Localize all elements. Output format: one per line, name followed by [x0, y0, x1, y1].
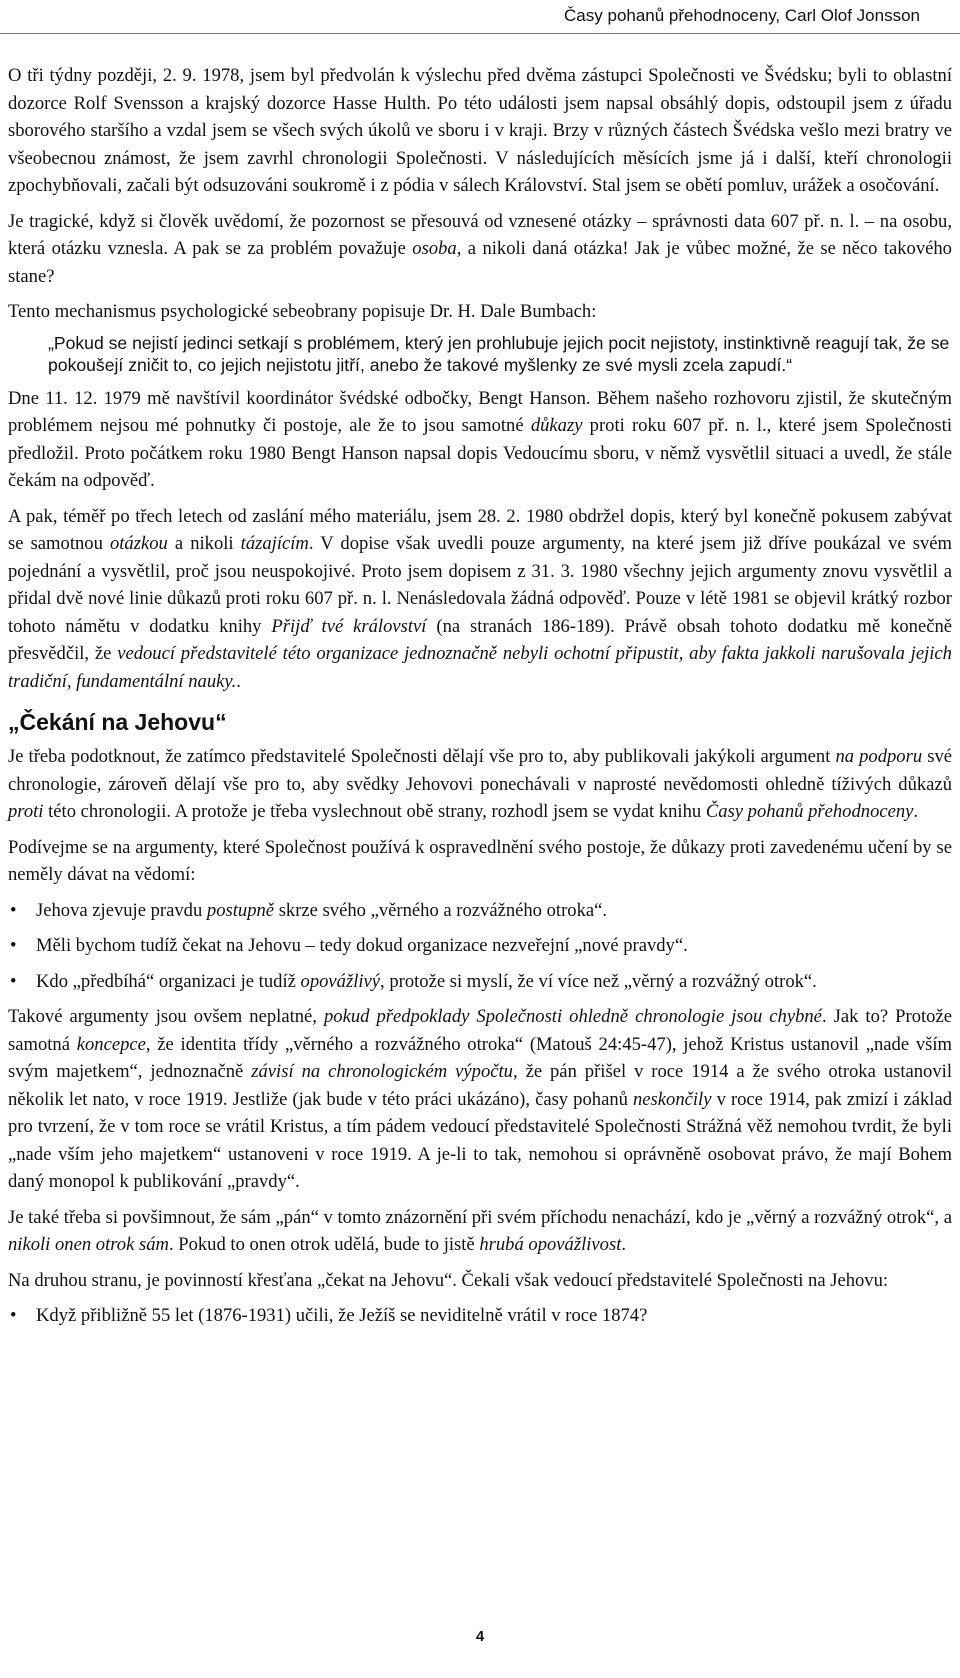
emphasis: koncepce	[76, 1033, 146, 1055]
emphasis: nikoli onen otrok sám	[8, 1234, 169, 1255]
list-item	[8, 897, 952, 925]
text-run: své chronologie, zároveň dělají vše pro to, aby svědky Jehovovi ponechávali v naprosté nevědomosti ohledně tíživých důkazů	[8, 746, 952, 795]
page-number: 4	[475, 1628, 485, 1645]
emphasis: vedoucí představitelé této organizace jednoznačně nebyli ochotní připustit, aby fakta jakkoli narušovala jejich tradiční, fundamentální nauky.	[8, 643, 952, 692]
book-title: Přijď tvé království	[271, 615, 427, 637]
text-run: . Jak to? Protože samotná	[8, 1006, 952, 1055]
emphasis: hrubá opovážlivost	[479, 1234, 622, 1255]
text-run: a nikoli	[167, 533, 241, 554]
text-run: Dne 11. 12. 1979 mě navštívil koordinátor švédské odbočky, Bengt Hanson. Během našeho rozhovoru zjistil, že skutečným problémem nejsou mé pohnutky či postoje, ale že to jsou samotné	[8, 387, 952, 436]
text-run: . V dopise však uvedli pouze argumenty, na které jsem již dříve poukázal ve svém pojednání a vysvětlil, proč jsou neuspokojivé. Proto jsem dopisem z 31. 3. 1980 všechny jejich argumenty znovu vysvětlil a přidal dvě nové linie důkazů proti roku 607 př. n. l. Nenásledovala žádná odpověď. Pouze v létě 1981 se objevil krátký rozbor tohoto námětu v dodatku knihy	[8, 533, 952, 637]
paragraph-2	[8, 208, 952, 291]
paragraph-4	[8, 385, 952, 495]
bullet-icon: •	[10, 899, 17, 921]
bullet-icon: •	[10, 970, 17, 992]
book-title: Časy pohanů přehodnoceny	[705, 801, 914, 822]
paragraph-6	[8, 743, 952, 826]
text-run: Je také třeba si povšimnout, že sám „pán“ v tomto znázornění při svém příchodu nenachází, kdo je „věrný a rozvážný otrok“, a	[8, 1206, 952, 1228]
block-quote: „Pokud se nejistí jedinci setkají s problémem, který jen prohlubuje jejich pocit nejistoty, instinktivně reagují tak, že se pokoušejí zničit to, co jejich nejistotu jitří, anebo že takové myšlenky ze své mysli zcela zapudí.“	[48, 332, 950, 375]
list-item	[8, 968, 952, 996]
bullet-icon: •	[10, 1305, 17, 1326]
list-item	[8, 1302, 952, 1330]
paragraph-10: Na druhou stranu, je povinností křesťana „čekat na Jehovu“. Čekali však vedoucí představitelé Společnosti na Jehovu:	[8, 1269, 889, 1291]
emphasis: důkazy	[530, 415, 583, 436]
bullet-list-1	[8, 897, 952, 996]
text-run: (na stranách 186-189). Právě obsah tohoto dodatku mě konečně přesvědčil, že	[8, 615, 953, 664]
text-run: skrze svého „věrného a rozvážného otroka“.	[274, 899, 608, 921]
text-run: Takové argumenty jsou ovšem neplatné,	[8, 1006, 324, 1027]
bullet-list-2	[8, 1302, 952, 1330]
bullet-icon: •	[10, 935, 17, 956]
text-run: A pak, téměř po třech letech od zaslání mého materiálu, jsem 28. 2. 1980 obdržel dopis, který byl konečně pokusem zabývat se samotnou	[8, 505, 952, 554]
text-run: v roce 1914, pak zmizí i základ pro tvrzení, že v tom roce se vrátil Kristus, a tím pádem vedoucí představitelé Společnosti Strážná věž nemohou tvrdit, že byli „nade vším jeho majetkem“ ustanoveni v roce 1919. A je-li to tak, nemohou si oprávněně osobovat právo, že mají Bohem daný monopol k publikování „pravdy“.	[8, 1088, 952, 1192]
text-run: Měli bychom tudíž čekat na Jehovu – tedy dokud organizace nezveřejní „nové pravdy“.	[36, 935, 688, 956]
emphasis: neskončily	[633, 1088, 712, 1110]
paragraph-3: Tento mechanismus psychologické sebeobrany popisuje Dr. H. Dale Bumbach:	[8, 301, 597, 322]
text-run: .	[621, 1234, 627, 1255]
text-run: Jehova zjevuje pravdu	[36, 899, 207, 921]
section-heading: „Čekání na Jehovu“	[8, 709, 227, 735]
text-run: , a nikoli daná otázka! Jak je vůbec možné, že se něco takového stane?	[8, 238, 952, 287]
text-run: . Pokud to onen otrok udělá, bude to jistě	[168, 1234, 480, 1255]
paragraph-5	[8, 503, 952, 696]
emphasis: tázajícím	[240, 533, 309, 554]
paragraph-1: O tři týdny později, 2. 9. 1978, jsem byl předvolán k výslechu před dvěma zástupci Společnosti ve Švédsku; byli to oblastní dozorce Rolf Svensson a krajský dozorce Hasse Hulth. Po této události jsem napsal obsáhlý dopis, odstoupil jsem z úřadu sborového staršího a vzdal jsem se všech svých úkolů ve sboru i v kraji. Brzy v různých částech Švédska vešlo mezi bratry ve všeobecnou známost, že jsem zavrhl chronologii Společnosti. V následujících měsících jsme já i další, kteří chronologii zpochybňovali, začali být odsuzováni soukromě i z pódia v sálech Království. Stal jsem se obětí pomluv, urážek a osočování.	[8, 65, 952, 196]
text-run: , že identita třídy „věrného a rozvážného otroka“ (Matouš 24:45-47), jehož Kristus ustanovil „nade vším svým majetkem“, jednoznačně	[8, 1033, 952, 1082]
emphasis: proti	[8, 801, 44, 822]
text-run: Je třeba podotknout, že zatímco představitelé Společnosti dělají vše pro to, aby publikovali jakýkoli argument	[8, 746, 836, 767]
text-run: proti roku 607 př. n. l., které jsem Společnosti předložil. Proto počátkem roku 1980 Bengt Hanson napsal dopis Vedoucímu sboru, v němž vysvětlil situaci a uvedl, že stále čekám na odpověď.	[8, 415, 952, 491]
header-divider	[0, 33, 960, 34]
emphasis: osoba	[412, 238, 457, 259]
text-run: , že pán přišel v roce 1914 a že svého otroka ustanovil několik let nato, v roce 1919. Jestliže (jak bude v této práci ukázáno), časy pohanů	[8, 1061, 952, 1110]
paragraph-7: Podívejme se na argumenty, které Společnost používá k ospravedlnění svého postoje, že důkazy proti zavedenému učení by se neměly dávat na vědomí:	[8, 836, 952, 885]
list-item	[8, 932, 952, 960]
text-run: Kdo „předbíhá“ organizaci je tudíž	[36, 970, 301, 992]
document-body	[8, 62, 952, 1338]
text-run: .	[236, 670, 241, 692]
emphasis: opovážlivý	[300, 970, 381, 992]
text-run: Je tragické, když si člověk uvědomí, že pozornost se přesouvá od vznesené otázky – správnosti data 607 př. n. l. – na osobu, která otázku vznesla. A pak se za problém považuje	[8, 210, 952, 259]
text-run: této chronologii. A protože je třeba vyslechnout obě strany, rozhodl jsem se vydat knihu	[43, 801, 706, 822]
emphasis: závisí na chronologickém výpočtu	[251, 1061, 513, 1082]
text-run: , protože si myslí, že ví více než „věrný a rozvážný otrok“.	[380, 970, 817, 992]
emphasis: na podporu	[835, 746, 923, 767]
paragraph-9	[8, 1204, 952, 1259]
emphasis: pokud předpoklady Společnosti ohledně chronologie jsou chybné	[323, 1006, 822, 1027]
emphasis: postupně	[206, 899, 275, 921]
running-header: Časy pohanů přehodnoceny, Carl Olof Jonsson	[564, 6, 920, 25]
text-run: .	[913, 801, 919, 822]
text-run: Když přibližně 55 let (1876-1931) učili, že Ježíš se neviditelně vrátil v roce 1874?	[36, 1305, 648, 1326]
paragraph-8	[8, 1003, 952, 1196]
emphasis: otázkou	[109, 533, 168, 554]
